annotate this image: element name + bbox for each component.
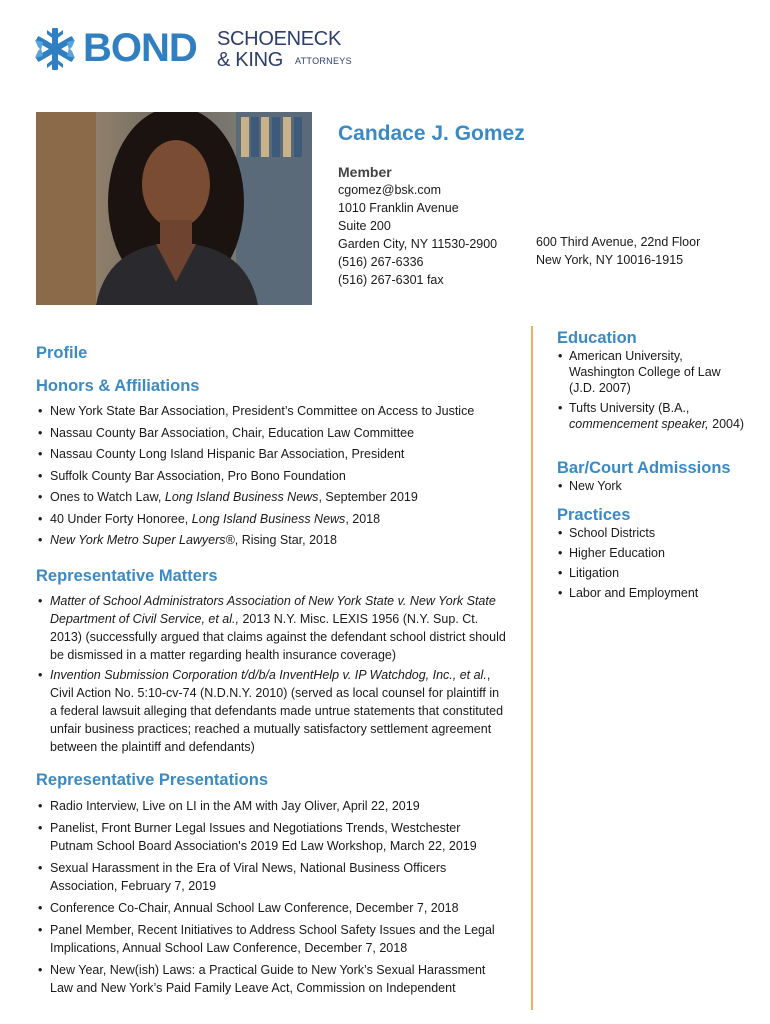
firm-logo [33, 24, 363, 74]
practice-link-school-districts[interactable]: • School Districts [557, 525, 747, 541]
list-item: • Suffolk County Bar Association, Pro Bono Foundation [36, 467, 516, 485]
list-item: • New York State Bar Association, President’s Committee on Access to Justice [36, 402, 516, 420]
list-item: • New York [557, 478, 747, 494]
list-item: • Radio Interview, Live on LI in the AM with Jay Oliver, April 22, 2019 [36, 797, 506, 815]
matters-list [36, 592, 506, 756]
column-divider [531, 326, 533, 1010]
honors-list [36, 402, 516, 549]
attorney-name: Candace J. Gomez [338, 122, 525, 145]
profile-heading: Profile [36, 344, 88, 362]
presentations-heading: Representative Presentations [36, 771, 269, 789]
attorney-title: Member [338, 164, 392, 180]
snowflake-logo-icon [33, 26, 77, 72]
address-line-3: Garden City, NY 11530-2900 [338, 237, 498, 251]
list-item: • New Year, New(ish) Laws: a Practical Guide to New York’s Sexual Harassment Law and New York’s Paid Family Leave Act, Commission on Independent [36, 961, 506, 997]
list-item: • Matter of School Administrators Association of New York State v. New York State Department of Civil Service, et al., 2013 N.Y. Misc. LEXIS 1956 (N.Y. Sup. Ct. 2013) (successfully argued that claims against the defendant school district should be dismissed in a matter regarding health insurance coverage) [36, 592, 506, 664]
list-item: • Sexual Harassment in the Era of Viral News, National Business Officers Association, February 7, 2019 [36, 859, 506, 895]
list-item: • Panelist, Front Burner Legal Issues and Negotiations Trends, Westchester Putnam School Board Association's 2019 Ed Law Workshop, March 22, 2019 [36, 819, 506, 855]
fax: (516) 267-6301 fax [338, 273, 444, 287]
practice-link-higher-education[interactable]: • Higher Education [557, 545, 747, 561]
list-item: • Invention Submission Corporation t/d/b/a InventHelp v. IP Watchdog, Inc., et al., Civil Action No. 5:10-cv-74 (N.D.N.Y. 2010) (served as local counsel for plaintiff in a federal lawsuit alleging that defendants made untrue statements that constituted unfair business practices; reached a mutually satisfactory settlement agreement between the plaintiff and defendants) [36, 666, 506, 756]
email-link[interactable]: cgomez@bsk.com [338, 183, 441, 197]
presentations-list [36, 797, 506, 997]
list-item: • American University, Washington College of Law (J.D. 2007) [557, 348, 747, 396]
profile-photo [36, 112, 312, 305]
alt-address-line-2: New York, NY 10016-1915 [536, 253, 684, 267]
logo-attorneys: ATTORNEYS [295, 56, 352, 66]
bar-list [557, 478, 747, 494]
list-item: • Panel Member, Recent Initiatives to Address School Safety Issues and the Legal Implications, Annual School Law Conference, December 7, 2018 [36, 921, 506, 957]
address-line-1: 1010 Franklin Avenue [338, 201, 459, 215]
matters-heading: Representative Matters [36, 567, 218, 585]
education-heading: Education [557, 329, 637, 347]
list-item: • Ones to Watch Law, Long Island Business News, September 2019 [36, 488, 516, 506]
list-item: • Nassau County Bar Association, Chair, Education Law Committee [36, 424, 516, 442]
practices-list [557, 525, 747, 601]
list-item: • 40 Under Forty Honoree, Long Island Business News, 2018 [36, 510, 516, 528]
logo-king: & KING [217, 49, 283, 71]
practices-heading: Practices [557, 506, 631, 524]
practice-link-labor-employment[interactable]: • Labor and Employment [557, 585, 747, 601]
list-item: • Tufts University (B.A., commencement speaker, 2004) [557, 400, 747, 432]
list-item: • Nassau County Long Island Hispanic Bar Association, President [36, 445, 516, 463]
logo-bond: BOND [83, 26, 197, 70]
phone[interactable]: (516) 267-6336 [338, 255, 424, 269]
logo-schoeneck: SCHOENECK [217, 28, 341, 50]
list-item: • Conference Co-Chair, Annual School Law Conference, December 7, 2018 [36, 899, 506, 917]
practice-link-litigation[interactable]: • Litigation [557, 565, 747, 581]
education-list [557, 348, 747, 432]
honors-heading: Honors & Affiliations [36, 377, 200, 395]
alt-address-line-1: 600 Third Avenue, 22nd Floor [536, 235, 701, 249]
list-item: • New York Metro Super Lawyers®, Rising Star, 2018 [36, 531, 516, 549]
address-line-2: Suite 200 [338, 219, 391, 233]
bar-heading: Bar/Court Admissions [557, 459, 731, 477]
